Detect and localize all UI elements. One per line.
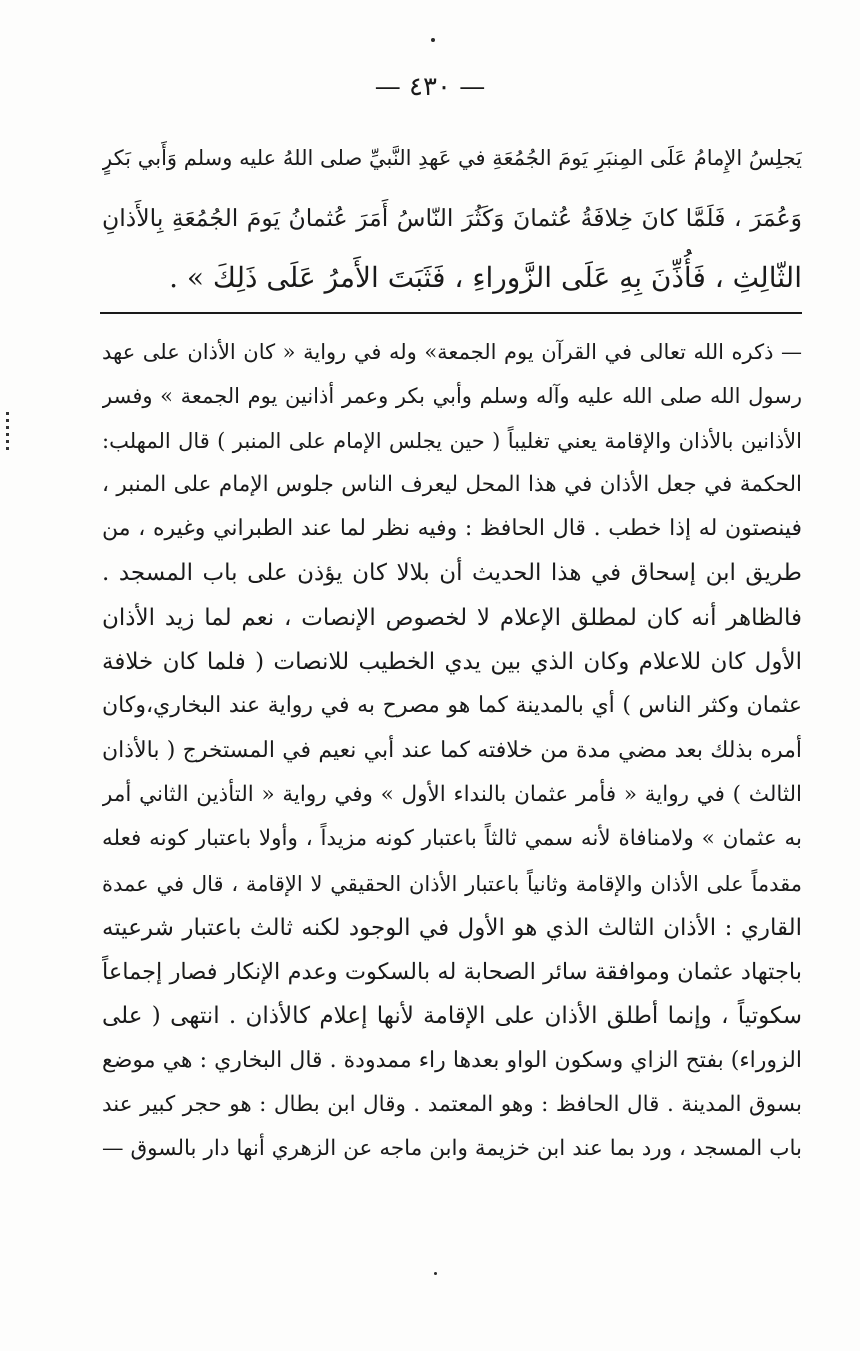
commentary-line: الأذانين بالأذان والإقامة يعني تغليباً ( حين يجلس الإمام على المنبر ) قال المهلب:	[102, 428, 802, 453]
page-number: — ٤٣٠ —	[374, 72, 486, 102]
commentary-line: باجتهاد عثمان وموافقة سائر الصحابة له بالسكوت وعدم الإنكار فصار إجماعاً	[102, 959, 802, 986]
commentary-line: رسول الله صلى الله عليه وآله وسلم وأبي بكر وعمر أذانين يوم الجمعة » وفسر	[102, 384, 802, 409]
commentary-line: سكوتياً ، وإنما أطلق الأذان على الإقامة لأنها إعلام كالأذان . انتهى ( على	[102, 1003, 802, 1030]
scan-speck	[434, 1272, 437, 1275]
hadith-text	[102, 128, 802, 308]
section-divider	[100, 312, 802, 314]
commentary-line: الثالث ) في رواية « فأمر عثمان بالنداء الأول » وفي رواية « التأذين الثاني أمر	[102, 781, 802, 807]
hadith-line: يَجلِسُ الإِمامُ عَلَى المِنبَرِ يَومَ الجُمُعَةِ في عَهدِ النَّبيِّ صلى اللهُ عليه وسلم وَأَبي بَكرٍ	[102, 146, 802, 170]
commentary-line: الزوراء) بفتح الزاي وسكون الواو بعدها راء ممدودة . قال البخاري : هي موضع	[102, 1047, 802, 1073]
commentary-text	[102, 330, 802, 1172]
commentary-line: فينصتون له إذا خطب . قال الحافظ : وفيه نظر لما عند الطبراني وغيره ، من	[102, 516, 802, 542]
commentary-line: — ذكره الله تعالى في القرآن يوم الجمعة» وله في رواية « كان الأذان على عهد	[102, 340, 802, 364]
hadith-line: وَعُمَرَ ، فَلَمَّا كانَ خِلافَةُ عُثمانَ وَكَثُرَ النّاسُ أَمَرَ عُثمانُ يَومَ الجُمُعَةِ بِالأَذانِ	[102, 204, 802, 232]
commentary-line: به عثمان » ولامنافاة لأنه سمي ثالثاً باعتبار كونه مزيداً ، وأولا باعتبار كونه فعله	[102, 826, 802, 852]
hadith-line: الثّالِثِ ، فَأُذِّنَ بِهِ عَلَى الزَّوراءِ ، فَثَبَتَ الأَمرُ عَلَى ذَلِكَ » .	[169, 261, 802, 294]
commentary-line: بسوق المدينة . قال الحافظ : وهو المعتمد . وقال ابن بطال : هو حجر كبير عند	[102, 1092, 802, 1118]
commentary-line: فالظاهر أنه كان لمطلق الإعلام لا لخصوص الإنصات ، نعم لما زيد الأذان	[102, 604, 802, 631]
scan-edge-mark	[6, 412, 9, 452]
scan-speck	[431, 38, 435, 42]
commentary-line: طريق ابن إسحاق في هذا الحديث أن بلالا كان يؤذن على باب المسجد .	[102, 560, 802, 587]
commentary-line: مقدماً على الأذان والإقامة وثانياً باعتبار الأذان الحقيقي لا الإقامة ، قال في عمدة	[102, 871, 802, 896]
commentary-line: أمره بذلك بعد مضي مدة من خلافته كما عند أبي نعيم في المستخرج ( بالأذان	[102, 737, 802, 763]
commentary-line: الحكمة في جعل الأذان في هذا المحل ليعرف الناس جلوس الإمام على المنبر ،	[102, 471, 802, 497]
commentary-line: عثمان وكثر الناس ) أي بالمدينة كما هو مصرح به في رواية عند البخاري،وكان	[102, 693, 802, 719]
commentary-line: الأول كان للاعلام وكان الذي بين يدي الخطيب للانصات ( فلما كان خلافة	[102, 649, 802, 676]
commentary-line: باب المسجد ، ورد بما عند ابن خزيمة وابن ماجه عن الزهري أنها دار بالسوق —	[102, 1136, 802, 1162]
commentary-line: القاري : الأذان الثالث الذي هو الأول في الوجود لكنه ثالث باعتبار شرعيته	[102, 914, 802, 941]
